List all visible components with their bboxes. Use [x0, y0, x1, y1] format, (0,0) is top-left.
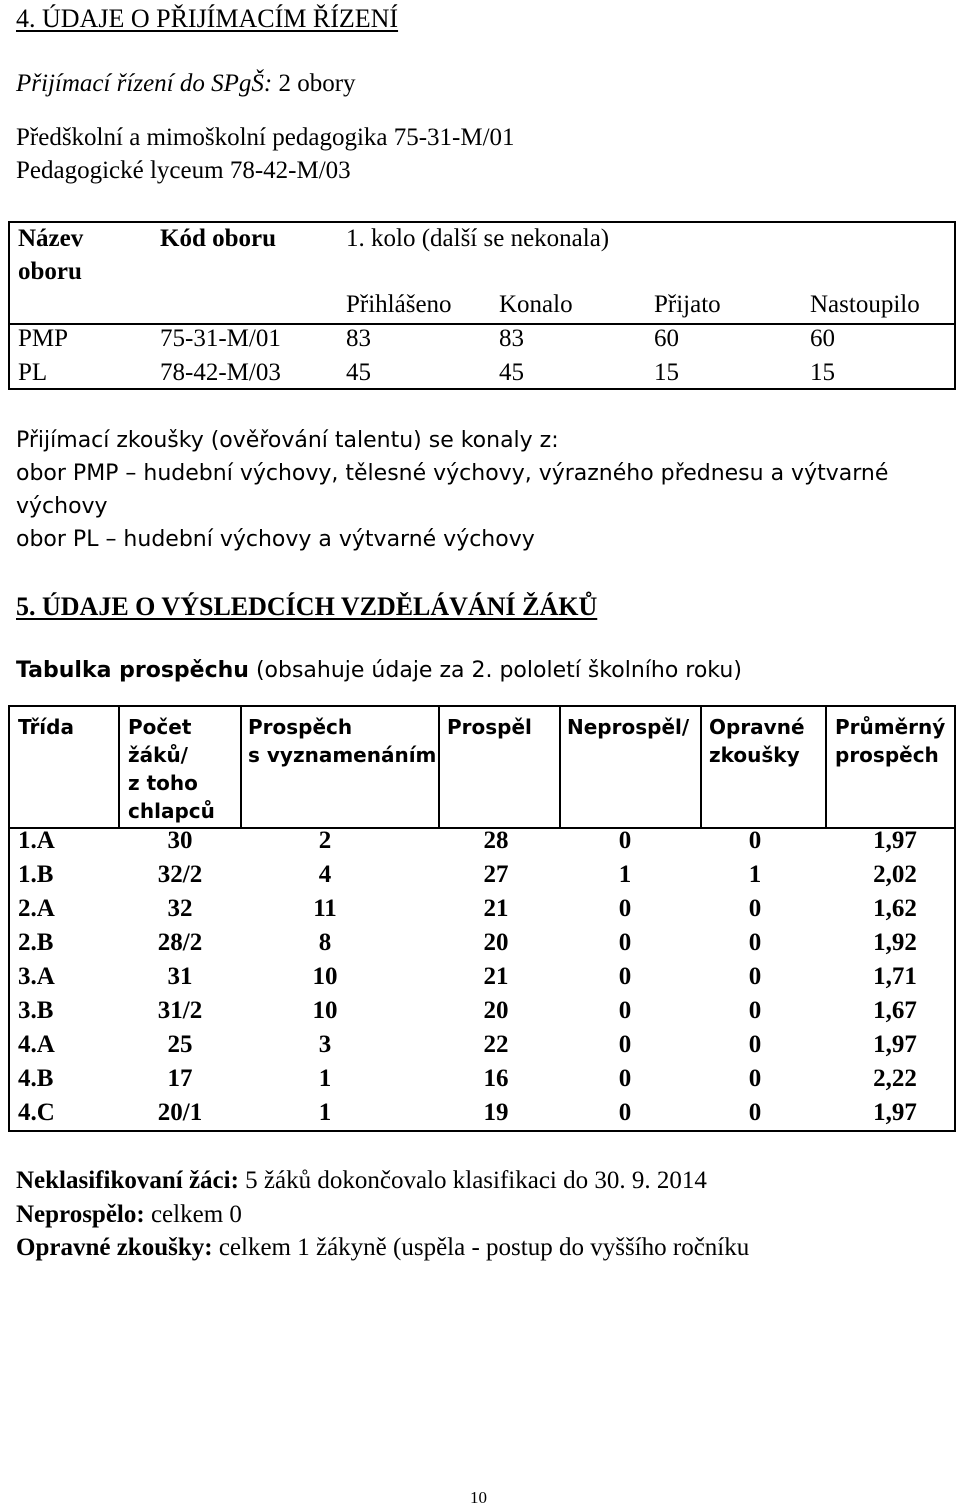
- grade-cell-pocet: 20/1: [157, 1099, 203, 1126]
- row-pl-nastoupilo: 15: [810, 359, 835, 386]
- grade-cell-prospel: 20: [483, 997, 509, 1024]
- header-pocet-3: z toho: [128, 771, 198, 795]
- grade-cell-opravne: 0: [748, 1065, 762, 1092]
- sub-header-konalo: Konalo: [499, 291, 573, 318]
- header-prumer: [835, 713, 945, 769]
- grade-cell-trida: 1.B: [18, 861, 54, 888]
- grade-cell-prumer: 1,97: [873, 1031, 917, 1058]
- grade-cell-prospel: 21: [483, 895, 509, 922]
- header-prospel: Prospěl: [447, 715, 532, 739]
- neprospelo-value: celkem 0: [150, 1201, 242, 1228]
- grade-cell-opravne: 0: [748, 1099, 762, 1126]
- grade-cell-neprospel: 0: [618, 1099, 632, 1126]
- opravne-value: celkem 1 žákyně (uspěla - postup do vyššího ročníku: [218, 1234, 750, 1261]
- grade-cell-opravne: 1: [748, 861, 762, 888]
- grade-cell-pocet: 25: [167, 1031, 193, 1058]
- grade-cell-opravne: 0: [748, 1031, 762, 1058]
- header-pocet: [128, 713, 215, 825]
- grade-cell-vyznam: 1: [318, 1065, 332, 1092]
- grades-table: [8, 705, 956, 1132]
- row-pmp-prihlaseno: 83: [346, 325, 371, 352]
- grade-cell-prumer: 1,97: [873, 827, 917, 854]
- grade-cell-prumer: 1,92: [873, 929, 917, 956]
- grade-cell-vyznam: 4: [318, 861, 332, 888]
- grade-cell-trida: 2.B: [18, 929, 54, 956]
- grade-cell-opravne: 0: [748, 895, 762, 922]
- row-pl-prihlaseno: 45: [346, 359, 371, 386]
- grade-cell-neprospel: 0: [618, 1031, 632, 1058]
- header-pocet-1: Počet: [128, 715, 192, 739]
- intro-value: 2 obory: [278, 70, 356, 97]
- header-trida: Třída: [18, 715, 74, 739]
- row-pl-code: 78-42-M/03: [160, 359, 281, 386]
- vline-5: [700, 707, 702, 827]
- header-vyznam-1: Prospěch: [248, 715, 353, 739]
- neklas-line: [16, 1167, 707, 1195]
- sub-header-nastoupilo: Nastoupilo: [810, 291, 920, 318]
- program-2: Pedagogické lyceum 78-42-M/03: [16, 157, 351, 184]
- grade-cell-neprospel: 0: [618, 895, 632, 922]
- neklas-value: 5 žáků dokončovalo klasifikaci do 30. 9. 2014: [245, 1167, 707, 1194]
- exams-pl: obor PL – hudební výchovy a výtvarné výchovy: [16, 527, 535, 552]
- grade-cell-prospel: 28: [483, 827, 509, 854]
- row-pmp-nastoupilo: 60: [810, 325, 835, 352]
- neprospelo-label: Neprospělo:: [16, 1201, 145, 1228]
- grade-cell-prumer: 2,02: [873, 861, 917, 888]
- vline-3: [438, 707, 440, 827]
- grade-cell-prumer: 1,62: [873, 895, 917, 922]
- grade-cell-trida: 3.B: [18, 997, 54, 1024]
- header-vyznam: [248, 713, 436, 769]
- grade-cell-prumer: 1,97: [873, 1099, 917, 1126]
- row-pl-konalo: 45: [499, 359, 524, 386]
- grade-cell-vyznam: 10: [312, 963, 338, 990]
- round-header: 1. kolo (další se nekonala): [346, 225, 610, 252]
- grade-cell-vyznam: 3: [318, 1031, 332, 1058]
- row-pmp-name: PMP: [18, 325, 69, 352]
- row-pl-name: PL: [18, 359, 48, 386]
- grade-cell-pocet: 30: [167, 827, 193, 854]
- table2-title-rest: (obsahuje údaje za 2. pololetí školního roku): [255, 658, 742, 683]
- neklas-label: Neklasifikovaní žáci:: [16, 1167, 239, 1194]
- program-1: Předškolní a mimoškolní pedagogika 75-31-M/01: [16, 124, 515, 151]
- grade-cell-vyznam: 2: [318, 827, 332, 854]
- grade-cell-trida: 2.A: [18, 895, 55, 922]
- header-prumer-1: Průměrný: [835, 715, 946, 739]
- grade-cell-opravne: 0: [748, 827, 762, 854]
- grade-cell-pocet: 31: [167, 963, 193, 990]
- grade-cell-vyznam: 10: [312, 997, 338, 1024]
- grade-cell-prospel: 21: [483, 963, 509, 990]
- grade-cell-trida: 1.A: [18, 827, 55, 854]
- section5-heading: 5. ÚDAJE O VÝSLEDCÍCH VZDĚLÁVÁNÍ ŽÁKŮ: [16, 592, 598, 621]
- table2-title-bold: Tabulka prospěchu: [16, 658, 249, 683]
- admission-table: [8, 221, 956, 390]
- grade-cell-trida: 4.A: [18, 1031, 55, 1058]
- header-opravne-2: zkoušky: [709, 743, 800, 767]
- grade-cell-prospel: 27: [483, 861, 509, 888]
- table2-title: [16, 658, 742, 683]
- grade-cell-prospel: 19: [483, 1099, 509, 1126]
- header-vyznam-2: s vyznamenáním: [248, 743, 437, 767]
- vline-4: [559, 707, 561, 827]
- grade-cell-prospel: 22: [483, 1031, 509, 1058]
- grade-cell-neprospel: 0: [618, 963, 632, 990]
- col-name-header-2: oboru: [18, 258, 82, 285]
- vline-6: [825, 707, 827, 827]
- header-neprospel: Neprospěl/: [567, 715, 690, 739]
- neprospelo-line: [16, 1201, 242, 1229]
- exams-intro: Přijímací zkoušky (ověřování talentu) se konaly z:: [16, 428, 559, 453]
- row-pl-prijato: 15: [654, 359, 679, 386]
- intro-line: [16, 70, 356, 98]
- grade-cell-pocet: 17: [167, 1065, 193, 1092]
- vline-2: [240, 707, 242, 827]
- grade-cell-prospel: 16: [483, 1065, 509, 1092]
- grade-cell-opravne: 0: [748, 963, 762, 990]
- grade-cell-pocet: 32: [167, 895, 193, 922]
- sub-header-prihlaseno: Přihlášeno: [346, 291, 452, 318]
- header-pocet-4: chlapců: [128, 799, 215, 823]
- row-pmp-konalo: 83: [499, 325, 524, 352]
- row-pmp-code: 75-31-M/01: [160, 325, 281, 352]
- header-pocet-2: žáků/: [128, 743, 188, 767]
- grade-cell-opravne: 0: [748, 929, 762, 956]
- grade-cell-prumer: 1,71: [873, 963, 917, 990]
- grade-cell-vyznam: 8: [318, 929, 332, 956]
- grade-cell-trida: 3.A: [18, 963, 55, 990]
- grade-cell-neprospel: 1: [618, 861, 632, 888]
- grade-cell-vyznam: 11: [313, 895, 337, 922]
- header-opravne: [709, 713, 805, 769]
- grade-cell-neprospel: 0: [618, 929, 632, 956]
- header-prumer-2: prospěch: [835, 743, 939, 767]
- exams-pmp-line1: obor PMP – hudební výchovy, tělesné výchovy, výrazného přednesu a výtvarné: [16, 461, 889, 486]
- grade-cell-opravne: 0: [748, 997, 762, 1024]
- grade-cell-vyznam: 1: [318, 1099, 332, 1126]
- grade-cell-pocet: 32/2: [157, 861, 203, 888]
- sub-header-prijato: Přijato: [654, 291, 721, 318]
- opravne-line: [16, 1234, 749, 1262]
- intro-label: Přijímací řízení do SPgŠ:: [16, 70, 273, 97]
- section4-heading: 4. ÚDAJE O PŘIJÍMACÍM ŘÍZENÍ: [16, 4, 399, 33]
- grade-cell-neprospel: 0: [618, 827, 632, 854]
- grade-cell-trida: 4.C: [18, 1099, 55, 1126]
- page-number: 10: [470, 1488, 487, 1507]
- grade-cell-prumer: 2,22: [873, 1065, 917, 1092]
- opravne-label: Opravné zkoušky:: [16, 1234, 213, 1261]
- row-pmp-prijato: 60: [654, 325, 679, 352]
- col-code-header: Kód oboru: [160, 225, 277, 252]
- grade-cell-pocet: 31/2: [157, 997, 203, 1024]
- grade-cell-prumer: 1,67: [873, 997, 917, 1024]
- vline-1: [118, 707, 120, 827]
- grade-cell-pocet: 28/2: [157, 929, 203, 956]
- grade-cell-neprospel: 0: [618, 1065, 632, 1092]
- grade-cell-neprospel: 0: [618, 997, 632, 1024]
- exams-pmp-line2: výchovy: [16, 494, 108, 519]
- grade-cell-prospel: 20: [483, 929, 509, 956]
- header-opravne-1: Opravné: [709, 715, 805, 739]
- grade-cell-trida: 4.B: [18, 1065, 54, 1092]
- col-name-header-1: Název: [18, 225, 84, 252]
